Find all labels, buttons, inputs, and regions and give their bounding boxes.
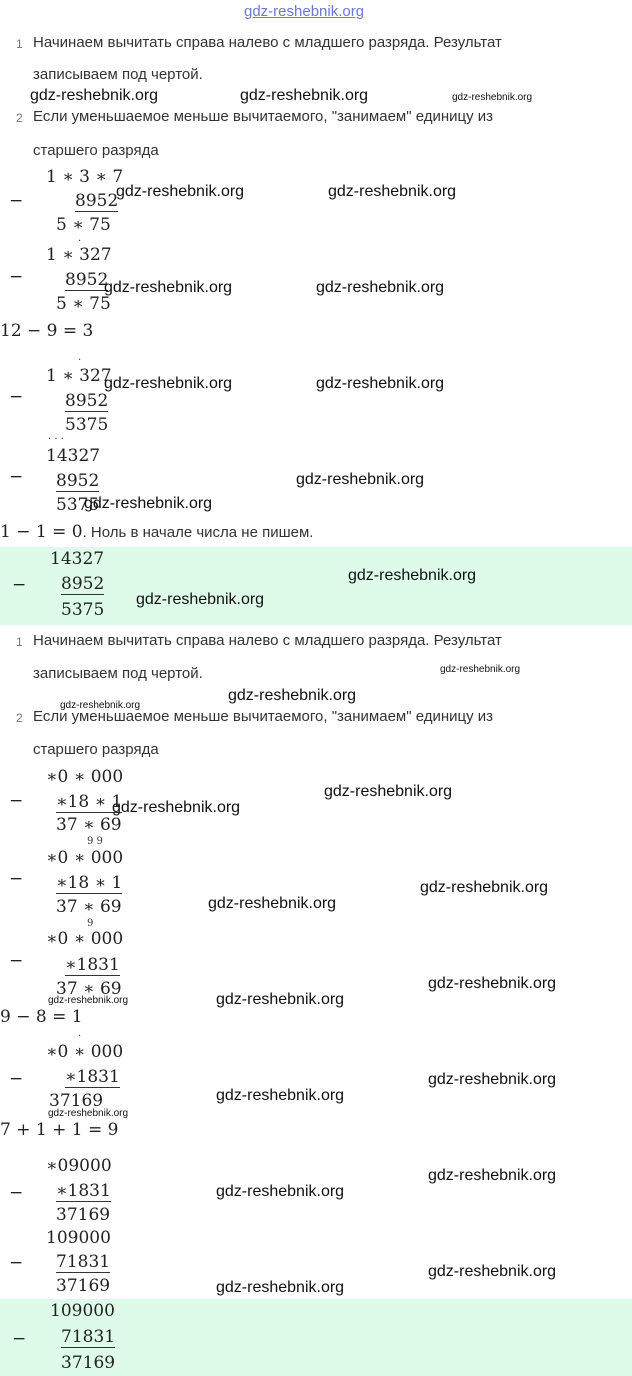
step-1-line-2: записываем под чертой. <box>33 66 203 83</box>
watermark: gdz-reshebnik.org <box>116 183 245 200</box>
watermark: gdz-reshebnik.org <box>240 87 369 104</box>
difference: 37 ∗ 69 <box>56 979 122 999</box>
subtrahend: 8952 <box>65 391 109 411</box>
watermark: gdz-reshebnik.org <box>112 799 241 816</box>
watermark: gdz-reshebnik.org <box>30 87 159 104</box>
watermark: gdz-reshebnik.org <box>428 975 557 992</box>
minuend: ∗0 ∗ 000 <box>46 1042 124 1062</box>
borrow-dots: · · · <box>48 434 64 445</box>
watermark: gdz-reshebnik.org <box>428 1167 557 1184</box>
minuend: 1 ∗ 327 <box>46 366 112 386</box>
minus-sign: − <box>9 791 24 811</box>
watermark: gdz-reshebnik.org <box>428 1263 557 1280</box>
minuend: 1 ∗ 3 ∗ 7 <box>46 167 124 187</box>
minuend: 109000 <box>46 1228 111 1248</box>
watermark: gdz-reshebnik.org <box>216 1087 345 1104</box>
minus-sign: − <box>9 1069 24 1089</box>
watermark: gdz-reshebnik.org <box>136 591 265 608</box>
subtrahend: 8952 <box>56 471 100 491</box>
watermark: gdz-reshebnik.org <box>216 1183 345 1200</box>
minus-sign: − <box>9 467 24 487</box>
step-1-line-1: Начинаем вычитать справа налево с младшего разряда. Результат <box>33 632 502 649</box>
subtrahend: ∗1831 <box>65 1067 120 1087</box>
equation-note: . Ноль в начале числа не пишем. <box>82 524 314 541</box>
minus-sign: − <box>9 191 24 211</box>
step-1-line-1: Начинаем вычитать справа налево с младшего разряда. Результат <box>33 34 502 51</box>
step-number-2: 2 <box>16 111 23 125</box>
step-2-line-2: старшего разряда <box>33 741 159 758</box>
difference: 37169 <box>49 1091 104 1111</box>
equation-12-minus-9: 12 − 9 = 3 <box>0 321 94 341</box>
minus-sign: − <box>12 1329 27 1349</box>
minuend: 14327 <box>46 446 101 466</box>
step-2-line-1: Если уменьшаемое меньше вычитаемого, "занимаем" единицу из <box>33 708 494 725</box>
watermark: gdz-reshebnik.org <box>216 1279 345 1296</box>
watermark: gdz-reshebnik.org <box>316 375 445 392</box>
answer-minuend: 109000 <box>50 1301 115 1321</box>
borrow-dot: · <box>78 236 82 247</box>
subtrahend: 8952 <box>65 270 109 290</box>
carry-digits: 9 9 <box>87 836 103 847</box>
minuend: ∗0 ∗ 000 <box>46 929 124 949</box>
subtrahend: 8952 <box>75 191 119 211</box>
difference: 5 ∗ 75 <box>56 215 111 235</box>
subtrahend: ∗18 ∗ 1 <box>56 873 123 893</box>
answer-subtrahend: 71831 <box>61 1327 116 1347</box>
subtrahend: ∗1831 <box>56 1181 111 1201</box>
minus-sign: − <box>9 1253 24 1273</box>
difference: 37 ∗ 69 <box>56 815 122 835</box>
borrow-dot: · <box>78 1031 82 1042</box>
watermark: gdz-reshebnik.org <box>104 279 233 296</box>
answer-subtrahend: 8952 <box>61 574 105 594</box>
minuend: ∗0 ∗ 000 <box>46 767 124 787</box>
watermark: gdz-reshebnik.org <box>316 279 445 296</box>
step-1-line-2: записываем под чертой. <box>33 665 203 682</box>
minus-sign: − <box>9 869 24 889</box>
watermark: gdz-reshebnik.org <box>420 879 549 896</box>
equation-7-plus-1-plus-1: 7 + 1 + 1 = 9 <box>0 1120 119 1140</box>
header-site-link[interactable]: gdz-reshebnik.org <box>244 3 365 20</box>
watermark: gdz-reshebnik.org <box>348 567 477 584</box>
minuend: ∗09000 <box>46 1156 112 1176</box>
step-number-1: 1 <box>16 635 23 649</box>
step-number-1: 1 <box>16 37 23 51</box>
watermark: gdz-reshebnik.org <box>208 895 337 912</box>
watermark: gdz-reshebnik.org <box>328 183 457 200</box>
step-2-line-1: Если уменьшаемое меньше вычитаемого, "занимаем" единицу из <box>33 108 494 125</box>
subtrahend: ∗18 ∗ 1 <box>56 792 123 812</box>
minus-sign: − <box>9 951 24 971</box>
answer-minuend: 14327 <box>50 549 105 569</box>
borrow-dot: · <box>78 355 82 366</box>
watermark: gdz-reshebnik.org <box>440 664 521 675</box>
minuend: ∗0 ∗ 000 <box>46 848 124 868</box>
minus-sign: − <box>9 387 24 407</box>
difference: 5375 <box>65 415 109 435</box>
watermark: gdz-reshebnik.org <box>104 375 233 392</box>
watermark: gdz-reshebnik.org <box>48 995 129 1006</box>
minus-sign: − <box>9 1183 24 1203</box>
difference: 37169 <box>56 1205 111 1225</box>
step-2-line-2: старшего разряда <box>33 142 159 159</box>
carry-digit: 9 <box>87 918 94 929</box>
difference: 37 ∗ 69 <box>56 897 122 917</box>
subtrahend: ∗1831 <box>65 955 120 975</box>
minus-sign: − <box>12 575 27 595</box>
minus-sign: − <box>9 267 24 287</box>
step-number-2: 2 <box>16 711 23 725</box>
equation-9-minus-8: 9 − 8 = 1 <box>0 1007 83 1027</box>
watermark: gdz-reshebnik.org <box>428 1071 557 1088</box>
watermark: gdz-reshebnik.org <box>60 700 141 711</box>
watermark: gdz-reshebnik.org <box>296 471 425 488</box>
equation-1-minus-1: 1 − 1 = 0 <box>0 522 83 542</box>
watermark: gdz-reshebnik.org <box>216 991 345 1008</box>
answer-difference: 5375 <box>61 600 105 620</box>
watermark: gdz-reshebnik.org <box>48 1108 129 1119</box>
answer-difference: 37169 <box>61 1353 116 1373</box>
subtrahend: 71831 <box>56 1252 111 1272</box>
difference: 37169 <box>56 1276 111 1296</box>
watermark: gdz-reshebnik.org <box>228 687 357 704</box>
minuend: 1 ∗ 327 <box>46 245 112 265</box>
watermark: gdz-reshebnik.org <box>84 495 213 512</box>
difference: 5375 <box>56 495 100 515</box>
watermark: gdz-reshebnik.org <box>324 783 453 800</box>
watermark: gdz-reshebnik.org <box>452 92 533 103</box>
difference: 5 ∗ 75 <box>56 294 111 314</box>
